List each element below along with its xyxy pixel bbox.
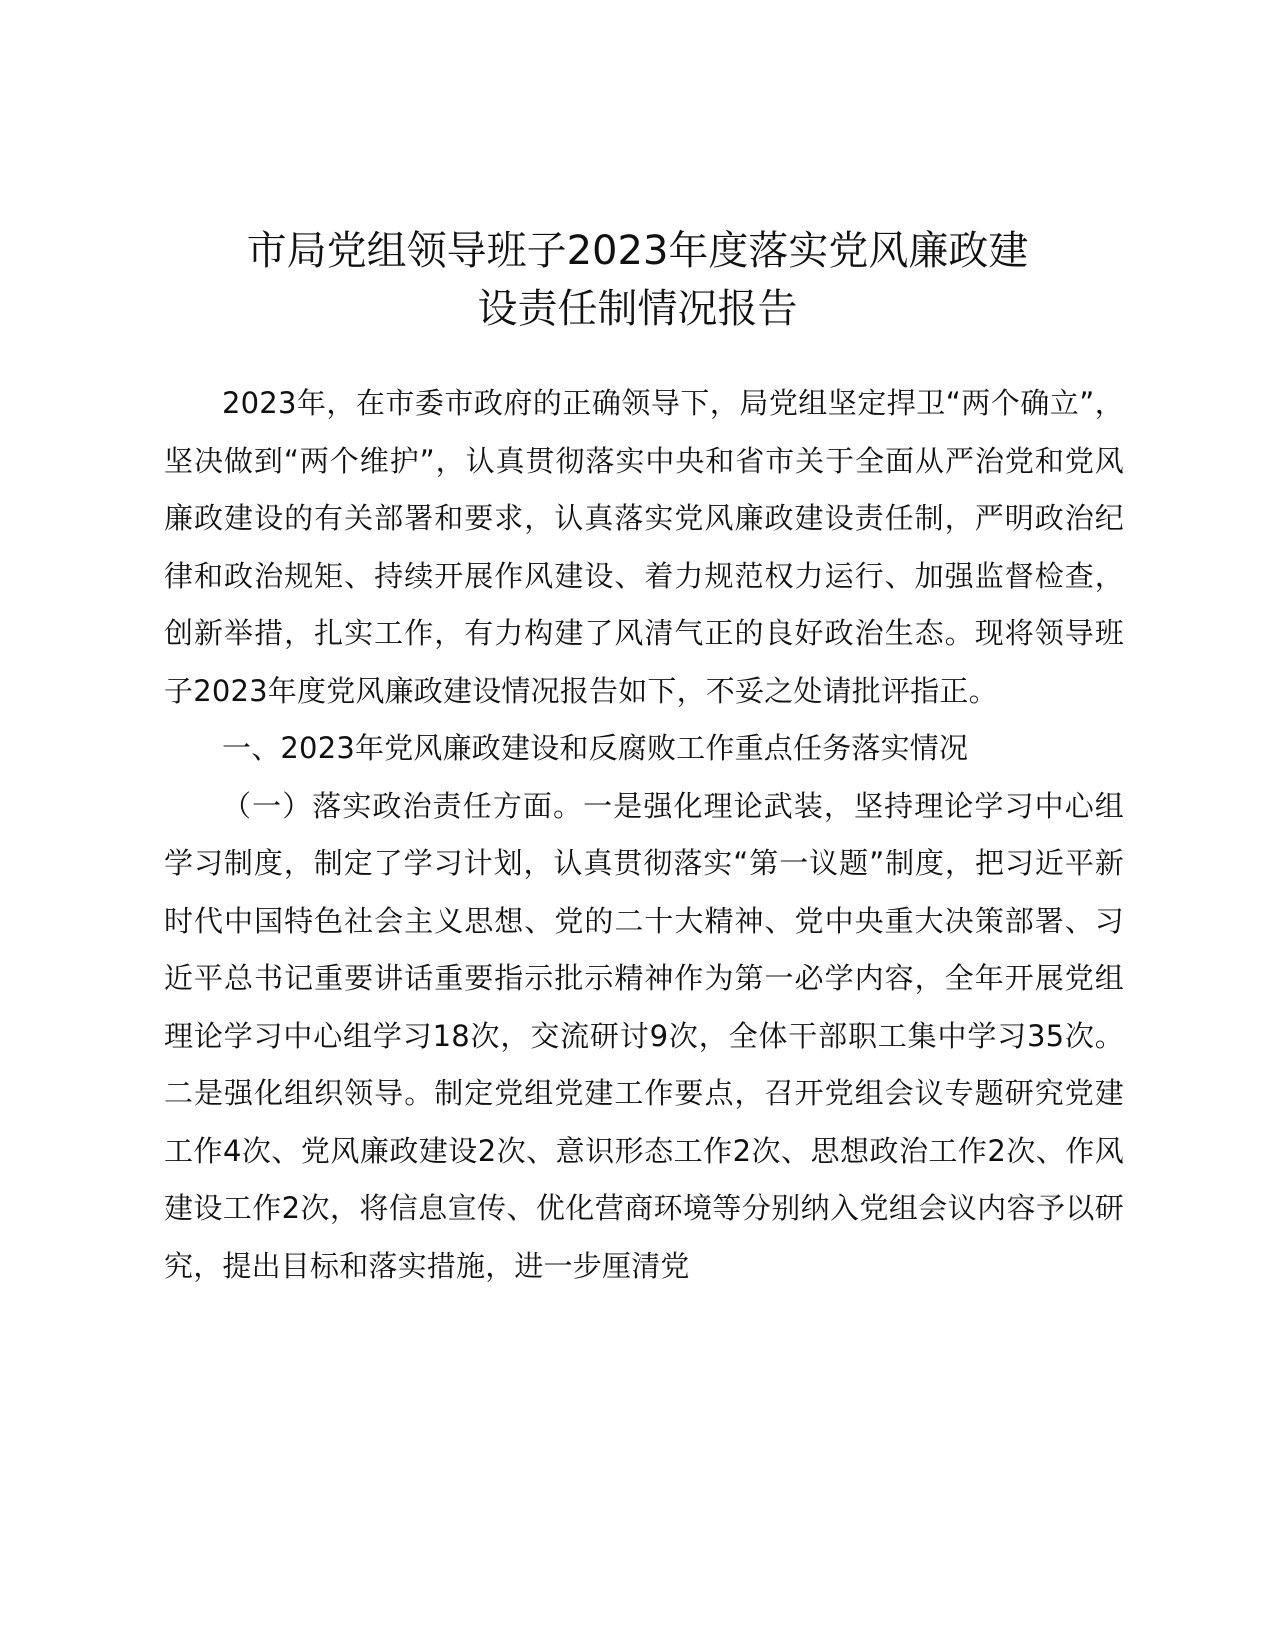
section-heading-1: 一、2023年党风廉政建设和反腐败工作重点任务落实情况 (222, 731, 969, 765)
document-body (164, 375, 1124, 1295)
title-line-1: 市局党组领导班子2023年度落实党风廉政建 (246, 228, 1029, 274)
intro-paragraph: 2023年，在市委市政府的正确领导下，局党组坚定捍卫“两个确立”，坚决做到“两个维护”，认真贯彻落实中央和省市关于全面从严治党和党风廉政建设的有关部署和要求，认真落实党风廉政建设责任制，严明政治纪律和政治规矩、持续开展作风建设、着力规范权力运行、加强监督检查，创新举措，扎实工作，有力构建了风清气正的良好政治生态。现将领导班子2023年度党风廉政建设情况报告如下，不妥之处请批评指正。 (164, 386, 1124, 708)
subsection-paragraph-1: （一）落实政治责任方面。一是强化理论武装，坚持理论学习中心组学习制度，制定了学习计划，认真贯彻落实“第一议题”制度，把习近平新时代中国特色社会主义思想、党的二十大精神、党中央重大决策部署、习近平总书记重要讲话重要指示批示精神作为第一必学内容，全年开展党组理论学习中心组学习18次，交流研讨9次，全体干部职工集中学习35次。二是强化组织领导。制定党组党建工作要点，召开党组会议专题研究党建工作4次、党风廉政建设2次、意识形态工作2次、思想政治工作2次、作风建设工作2次，将信息宣传、优化营商环境等分别纳入党组会议内容予以研究，提出目标和落实措施，进一步厘清党 (164, 788, 1124, 1283)
document-title (150, 222, 1125, 338)
title-line-2: 设责任制情况报告 (477, 286, 798, 332)
